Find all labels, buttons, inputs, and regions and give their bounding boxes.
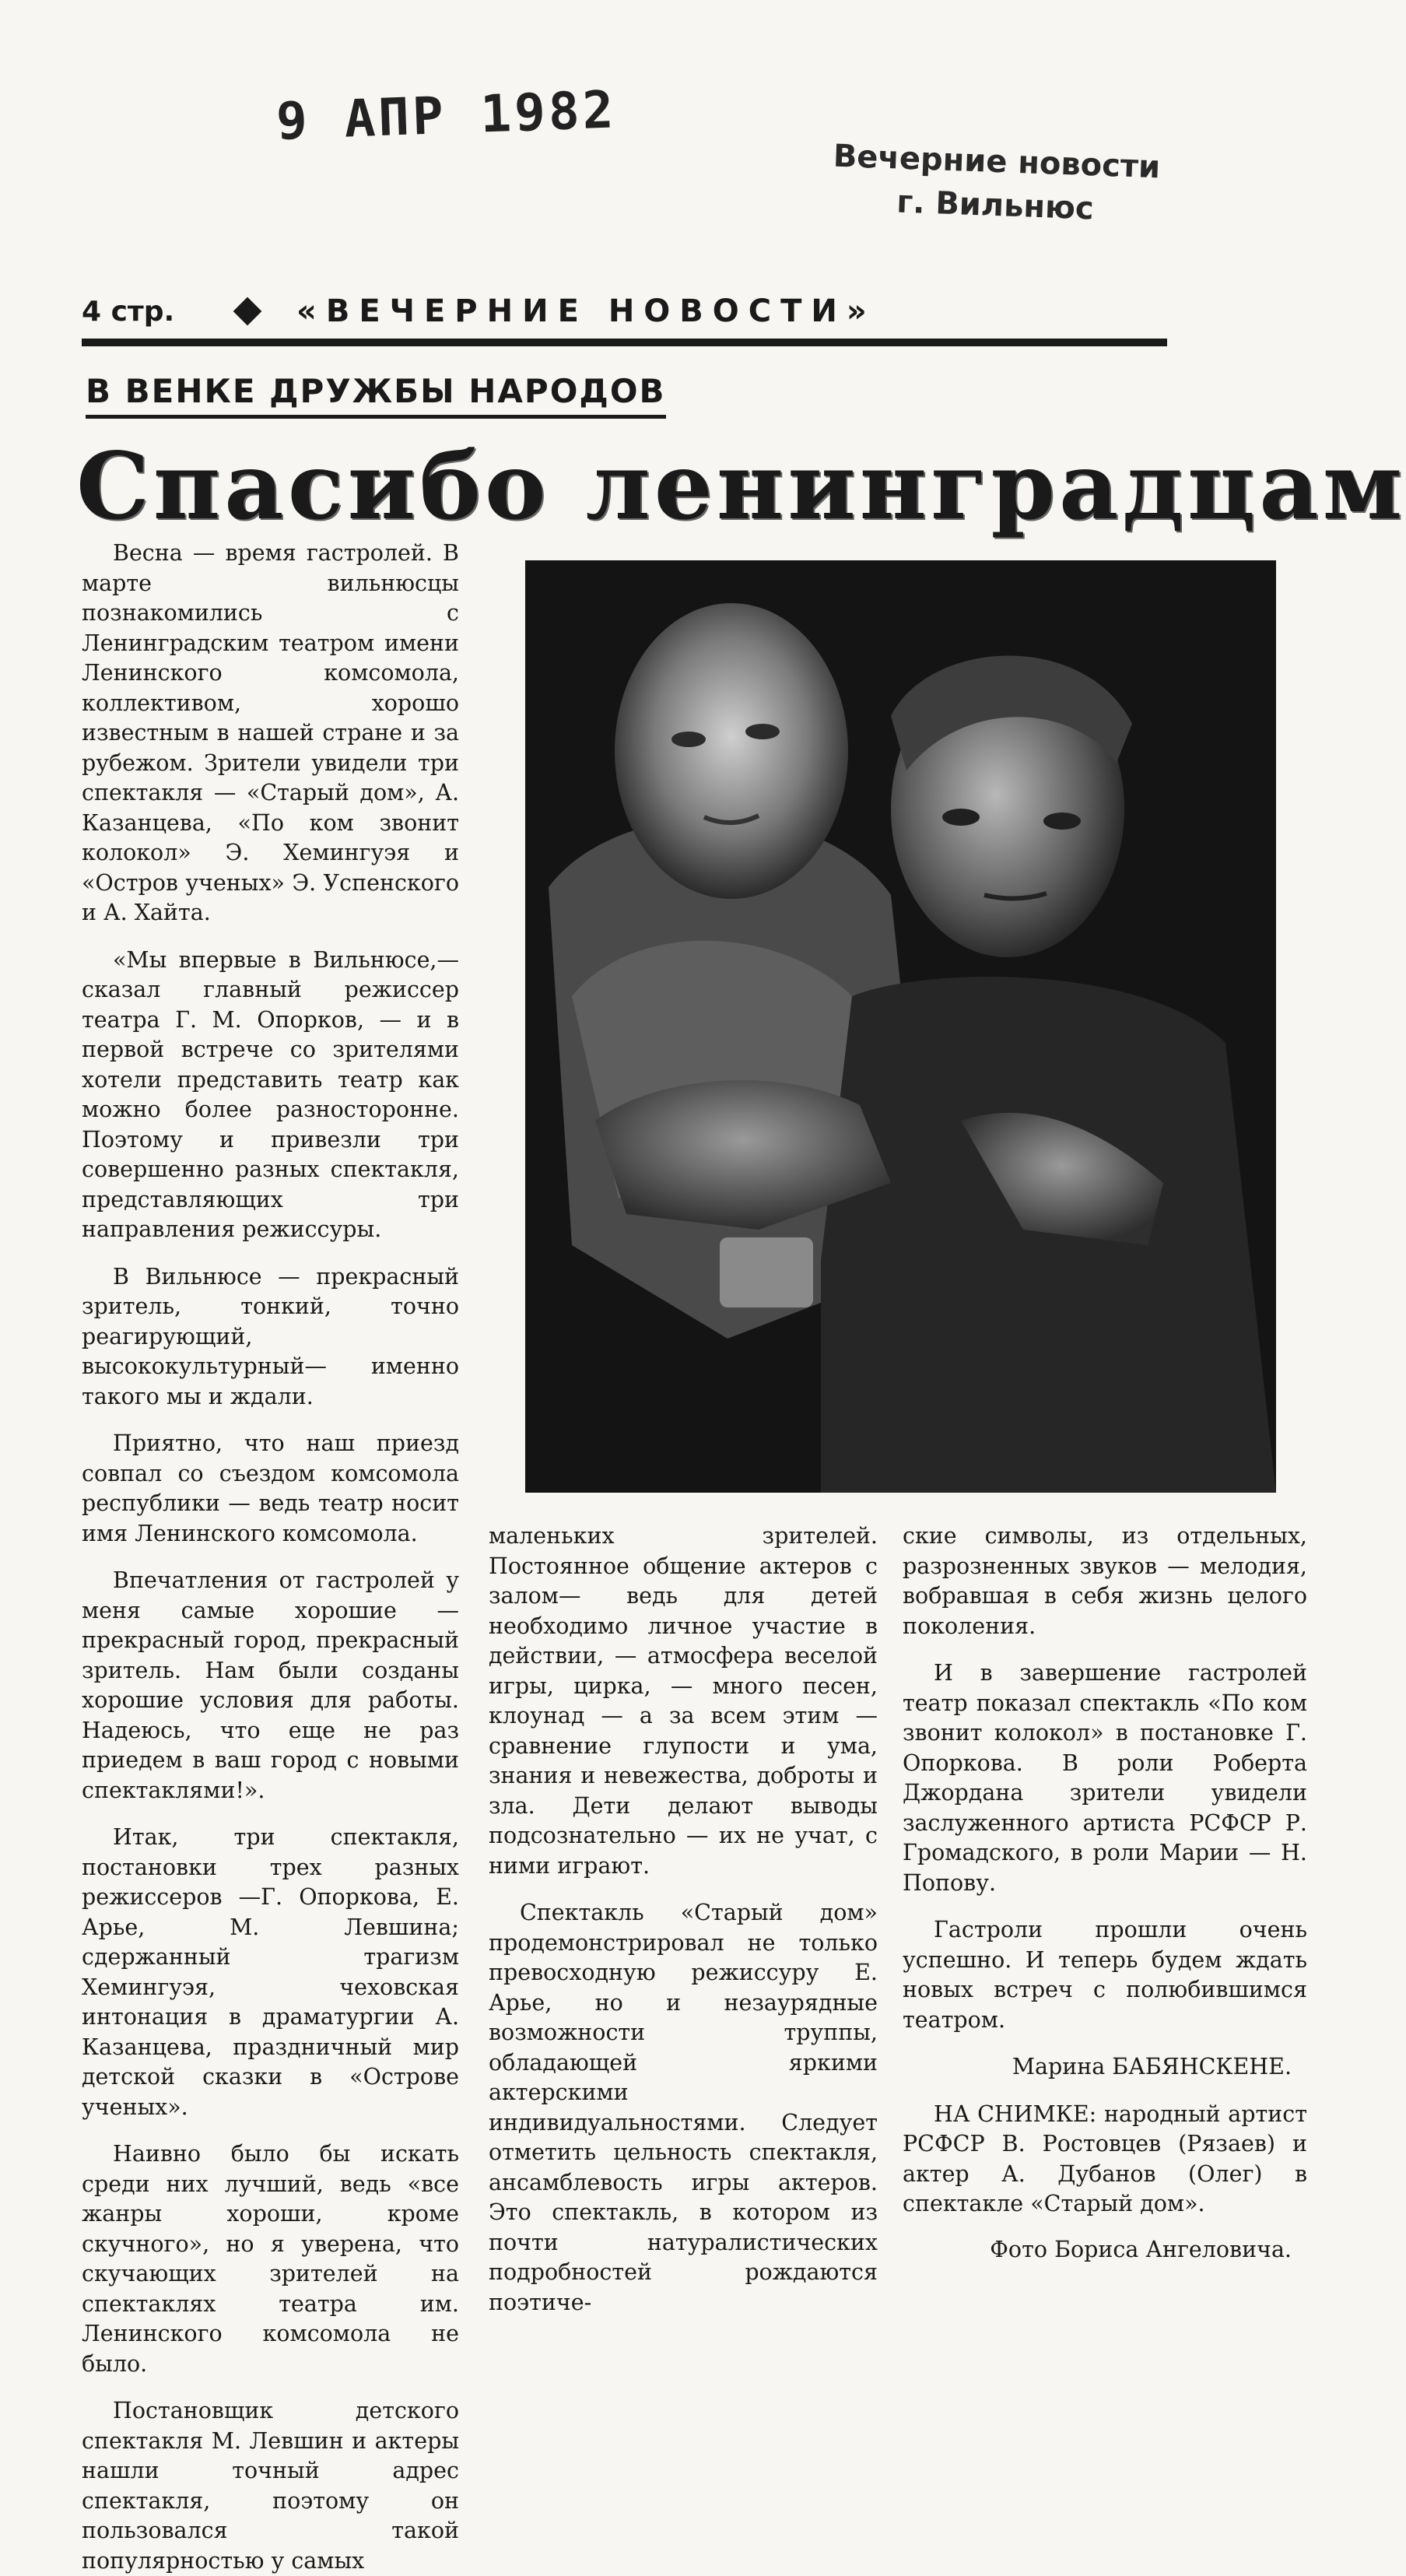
paragraph: Весна — время гастролей. В марте вильнюсцы познакомились с Ленинградским театром имени Ленинского комсомола, коллективом, хорошо известным в нашей стране и за рубежом. Зрители увидели три спектакля — «Старый дом», А. Казанцева, «По ком звонит колокол» Э. Хемингуэя и «Остров ученых» Э. Успенского и А. Хайта. bbox=[82, 540, 459, 925]
photo-credit: Фото Бориса Ангеловича. bbox=[990, 2236, 1292, 2262]
diamond-icon bbox=[233, 297, 262, 326]
paragraph: ские символы, из отдельных, разрозненных звуков — мелодия, вобравшая в себя жизнь целого поколения. bbox=[903, 1523, 1307, 1639]
paragraph: «Мы впервые в Вильнюсе,— сказал главный режиссер театра Г. М. Опорков, — и в первой встрече со зрителями хотели представить театр как можно более разносторонне. Поэтому и привезли три совершенно разных спектакля, представляющих три направления режиссуры. bbox=[82, 946, 459, 1242]
article-column-3 bbox=[903, 1521, 1307, 2265]
paragraph: Наивно было бы искать среди них лучший, ведь «все жанры хороши, кроме скучного», но я уверена, что скучающих зрителей на спектаклях театра им. Ленинского комсомола не было. bbox=[82, 2141, 459, 2377]
clipping-source-stamp bbox=[792, 133, 1200, 234]
newspaper-title: «ВЕЧЕРНИЕ НОВОСТИ» bbox=[296, 293, 876, 329]
article-column-1 bbox=[82, 539, 459, 2574]
paragraph: В Вильнюсе — прекрасный зритель, тонкий, точно реагирующий, высококультурный— именно такого мы и ждали. bbox=[82, 1263, 459, 1409]
photo-icon bbox=[525, 560, 1276, 1493]
page-number: 4 стр. bbox=[82, 295, 175, 328]
clipping-date-stamp: 9 АПР 1982 bbox=[275, 79, 618, 152]
newspaper-header bbox=[82, 284, 1167, 346]
paragraph: Впечатления от гастролей у меня самые хорошие — прекрасный город, прекрасный зритель. Нам были созданы хорошие условия для работы. Надеюсь, что еще не раз приедем в ваш город с новыми спектаклями!». bbox=[82, 1567, 459, 1803]
section-rubric: В ВЕНКЕ ДРУЖБЫ НАРОДОВ bbox=[86, 372, 666, 419]
source-city: г. Вильнюс bbox=[896, 184, 1095, 227]
paragraph: Постановщик детского спектакля М. Левшин и актеры нашли точный адрес спектакля, поэтому он пользовался такой популярностью у самых bbox=[82, 2398, 459, 2574]
paragraph: И в завершение гастролей театр показал спектакль «По ком звонит колокол» в постановке Г. Опоркова. В роли Роберта Джордана зрители увидели заслуженного артиста РСФСР Р. Громадского, в роли Марии — Н. Попову. bbox=[903, 1660, 1307, 1896]
article-column-2 bbox=[489, 1521, 878, 2318]
photo-caption: НА СНИМКЕ: народный артист РСФСР В. Ростовцев (Рязаев) и актер А. Дубанов (Олег) в спектакле «Старый дом». bbox=[903, 2100, 1307, 2216]
paragraph: маленьких зрителей. Постоянное общение актеров с залом— ведь для детей необходимо личное участие в действии, — атмосфера веселой игры, цирка, — много песен, клоунад — а за всем этим — сравнение глупости и ума, знания и невежества, доброты и зла. Дети делают выводы подсознательно — их не учат, с ними играют. bbox=[489, 1523, 878, 1879]
author-signature: Марина БАБЯНСКЕНЕ. bbox=[1012, 2054, 1292, 2079]
paragraph: Итак, три спектакля, постановки трех разных режиссеров —Г. Опоркова, Е. Арье, М. Левшина; сдержанный трагизм Хемингуэя, чеховская интонация в драматургии А. Казанцева, праздничный мир детской сказки в «Острове ученых». bbox=[82, 1824, 459, 2120]
paragraph: Гастроли прошли очень успешно. И теперь будем ждать новых встреч с полюбившимся театром. bbox=[903, 1917, 1307, 2033]
paragraph: Приятно, что наш приезд совпал со съездом комсомола республики — ведь театр носит имя Ленинского комсомола. bbox=[82, 1430, 459, 1546]
source-newspaper: Вечерние новости bbox=[833, 138, 1161, 186]
article-headline: Спасибо ленинградцам bbox=[76, 432, 1406, 540]
paragraph: Спектакль «Старый дом» продемонстрировал не только превосходную режиссуру Е. Арье, но и незаурядные возможности труппы, обладающей яркими актерскими индивидуальностями. Следует отметить цельность спектакля, ансамблевость игры актеров. Это спектакль, в котором из почти натуралистических подробностей рождаются поэтиче- bbox=[489, 1900, 878, 2315]
article-photo bbox=[525, 560, 1276, 1493]
